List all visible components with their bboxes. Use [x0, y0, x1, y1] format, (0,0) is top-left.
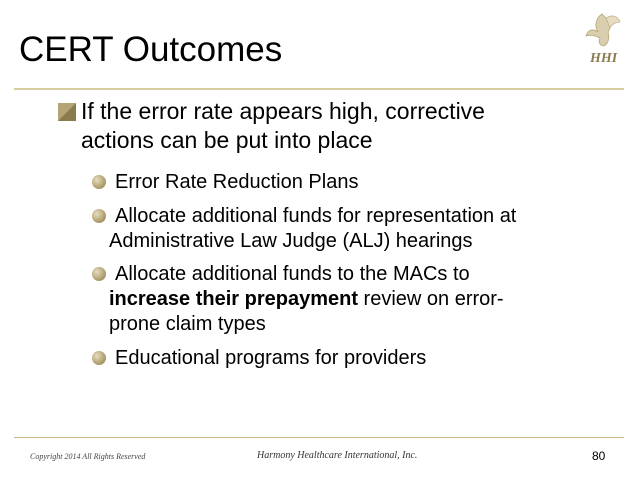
sub-bullet-1	[109, 170, 619, 195]
sub-bullet-line-2	[109, 287, 619, 312]
copyright-text: Copyright 2014 All Rights Reserved	[30, 452, 146, 461]
logo-text: HHI	[590, 51, 618, 66]
slide-title: CERT Outcomes	[19, 30, 283, 69]
sub-bullet-text: review on error-	[358, 288, 504, 310]
main-bullet	[81, 97, 621, 155]
sub-bullet-text: Allocate additional funds for representation at	[115, 205, 517, 227]
main-bullet-line-1: If the error rate appears high, corrective	[81, 98, 485, 124]
sub-bullet-text: Error Rate Reduction Plans	[115, 171, 359, 193]
square-bullet-icon	[57, 102, 77, 122]
company-name: Harmony Healthcare International, Inc.	[257, 450, 418, 461]
sub-bullet-text: Educational programs for providers	[115, 347, 427, 369]
footer-divider	[14, 437, 624, 438]
sub-bullet-2	[109, 204, 619, 254]
sub-bullet-text: Administrative Law Judge (ALJ) hearings	[109, 230, 473, 252]
dove-logo-icon	[582, 10, 628, 68]
circle-bullet-icon	[92, 267, 106, 281]
sub-bullet-text: prone claim types	[109, 313, 266, 335]
title-divider	[14, 88, 624, 90]
circle-bullet-icon	[92, 175, 106, 189]
sub-bullet-4	[109, 346, 619, 371]
sub-bullet-3	[109, 262, 619, 337]
sub-bullet-text: Allocate additional funds to the MACs to	[115, 263, 470, 285]
circle-bullet-icon	[92, 209, 106, 223]
main-bullet-line-2: actions can be put into place	[81, 127, 373, 153]
circle-bullet-icon	[92, 351, 106, 365]
emphasis-text: increase their prepayment	[109, 288, 358, 310]
page-number: 80	[592, 449, 606, 463]
